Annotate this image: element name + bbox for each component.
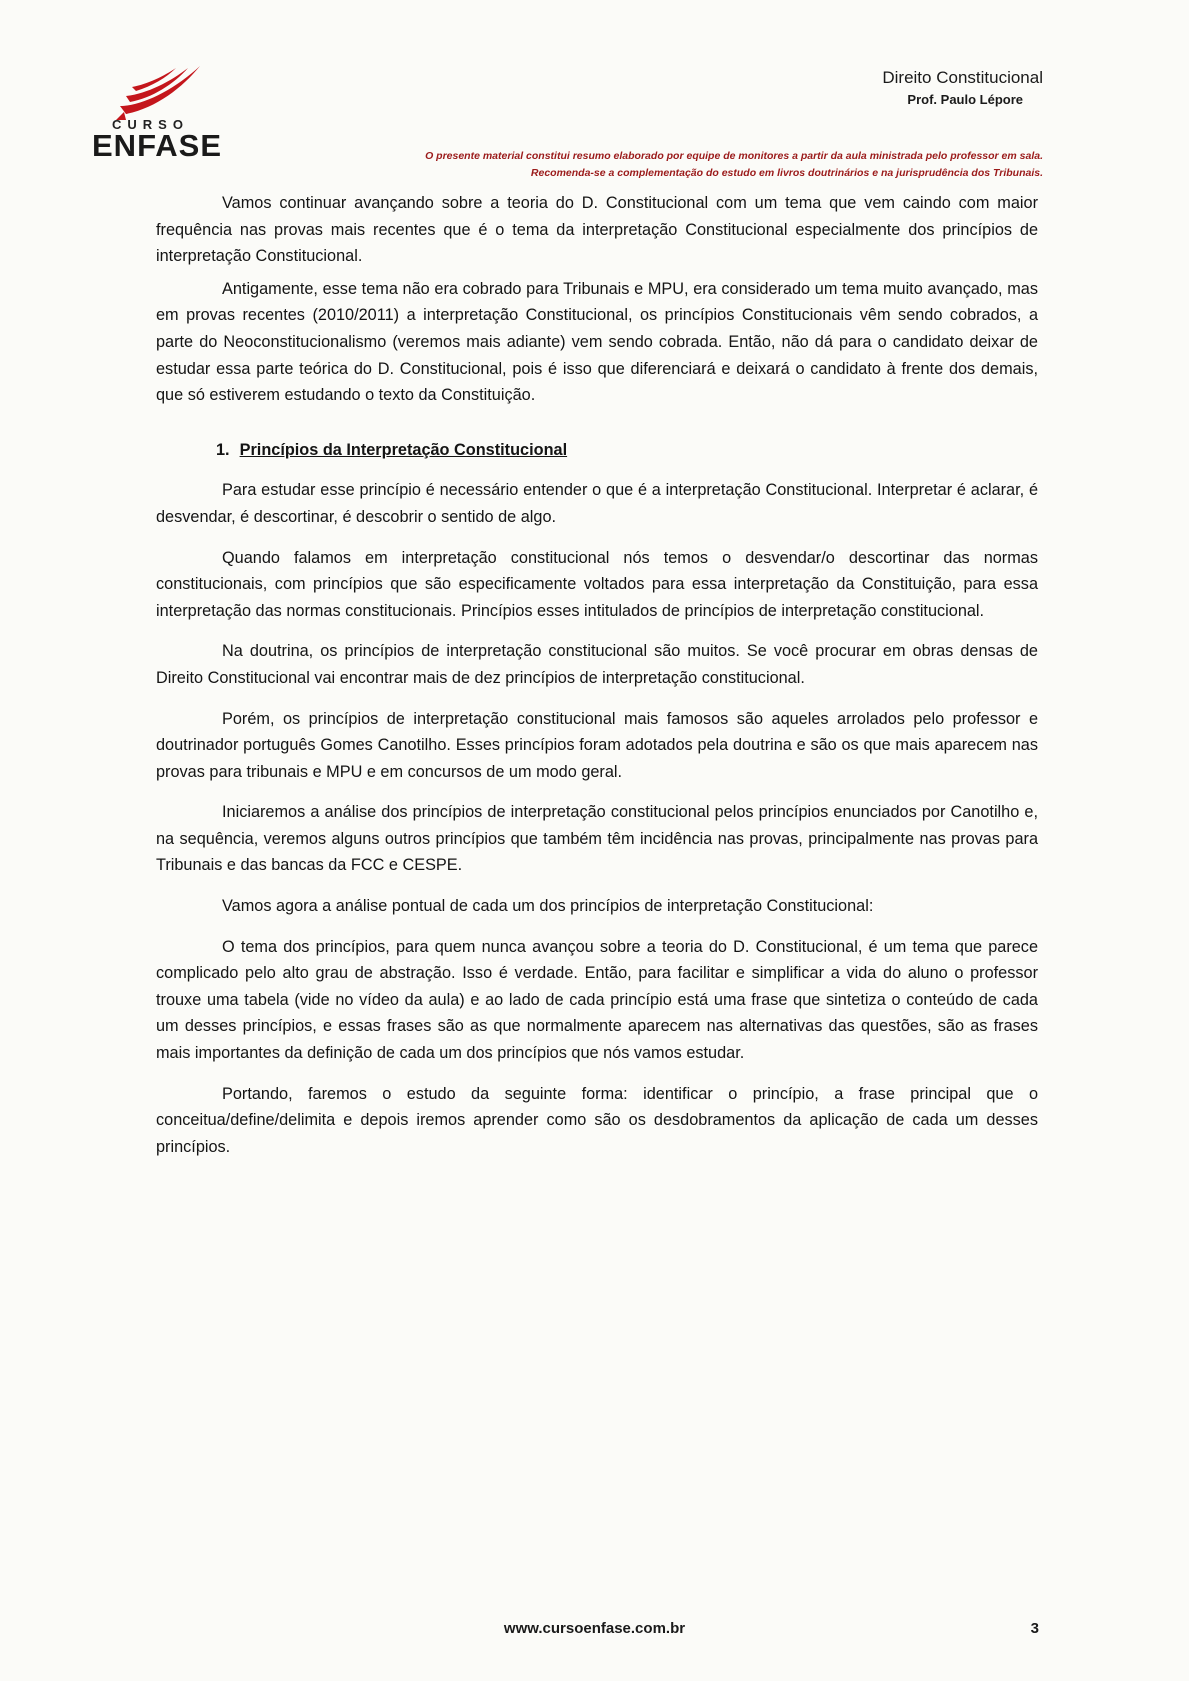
logo-curso-text: CURSO <box>112 117 189 132</box>
intro-paragraph: Vamos continuar avançando sobre a teoria do D. Constitucional com um tema que vem caindo com maior frequência nas provas mais recentes que é o tema da interpretação Constitucional especialmente dos princípios de interpretação Constitucional. <box>156 194 1038 266</box>
paragraph: Porém, os princípios de interpretação constitucional mais famosos são aqueles arrolados pelo professor e doutrinador português Gomes Canotilho. Esses princípios foram adotados pela doutrina e são os que mais aparecem nas provas para tribunais e MPU e em concursos de um modo geral. <box>156 709 1038 781</box>
swoosh-logo-icon <box>112 62 207 122</box>
subject-title: Direito Constitucional <box>882 68 1043 87</box>
professor-name: Prof. Paulo Lépore <box>907 92 1023 107</box>
intro-paragraph: Antigamente, esse tema não era cobrado para Tribunais e MPU, era considerado um tema muito avançado, mas em provas recentes (2010/2011) a interpretação Constitucional, os princípios Constitucionais vêm sendo cobrados, a parte do Neoconstitucionalismo (veremos mais adiante) vem sendo cobrada. Então, não dá para o candidato deixar de estudar essa parte teórica do D. Constitucional, pois é isso que diferenciará e deixará o candidato à frente dos demais, que só estiverem estudando o texto da Constituição. <box>156 279 1038 405</box>
disclaimer-line-1: O presente material constitui resumo elaborado por equipe de monitores a partir da aula ministrada pelo professor em sala. <box>425 150 1043 162</box>
section-title: Princípios da Interpretação Constitucional <box>239 440 568 459</box>
section-heading <box>216 437 1038 464</box>
disclaimer <box>425 148 1043 182</box>
paragraph: Na doutrina, os princípios de interpretação constitucional são muitos. Se você procurar em obras densas de Direito Constitucional vai encontrar mais de dez princípios de interpretação constitucional. <box>156 642 1038 687</box>
paragraph: O tema dos princípios, para quem nunca avançou sobre a teoria do D. Constitucional, é um tema que parece complicado pelo alto grau de abstração. Isso é verdade. Então, para facilitar e simplificar a vida do aluno o professor trouxe uma tabela (vide no vídeo da aula) e ao lado de cada princípio está uma frase que sintetiza o conteúdo de cada um desses princípios, e essas frases são as que normalmente aparecem nas alternativas das questões, são as frases mais importantes da definição de cada um dos princípios que nós vamos estudar. <box>156 937 1038 1063</box>
paragraph: Para estudar esse princípio é necessário entender o que é a interpretação Constitucional. Interpretar é aclarar, é desvendar, é descortinar, é descobrir o sentido de algo. <box>156 481 1038 526</box>
page-number: 3 <box>1030 1620 1039 1637</box>
paragraph: Vamos agora a análise pontual de cada um dos princípios de interpretação Constitucional: <box>222 897 874 916</box>
footer-url: www.cursoenfase.com.br <box>503 1620 686 1637</box>
disclaimer-line-2: Recomenda-se a complementação do estudo em livros doutrinários e na jurisprudência dos Tribunais. <box>530 167 1043 179</box>
section-number: 1. <box>216 440 230 459</box>
curso-enfase-logo <box>92 62 223 163</box>
body-text <box>156 190 1038 1174</box>
logo-brand-text: ENFASE <box>92 128 223 163</box>
header-info <box>882 68 1043 107</box>
paragraph: Iniciaremos a análise dos princípios de interpretação constitucional pelos princípios enunciados por Canotilho e, na sequência, veremos alguns outros princípios que também têm incidência nas provas, principalmente nas provas para Tribunais e das bancas da FCC e CESPE. <box>156 803 1038 875</box>
paragraph: Quando falamos em interpretação constitucional nós temos o desvendar/o descortinar das normas constitucionais, com princípios que são especificamente voltados para essa interpretação da Constituição, para essa interpretação das normas constitucionais. Princípios esses intitulados de princípios de interpretação constitucional. <box>156 548 1038 620</box>
paragraph: Portando, faremos o estudo da seguinte forma: identificar o princípio, a frase principal que o conceitua/define/delimita e depois iremos aprender como são os desdobramentos da aplicação de cada um desses princípios. <box>156 1084 1038 1156</box>
